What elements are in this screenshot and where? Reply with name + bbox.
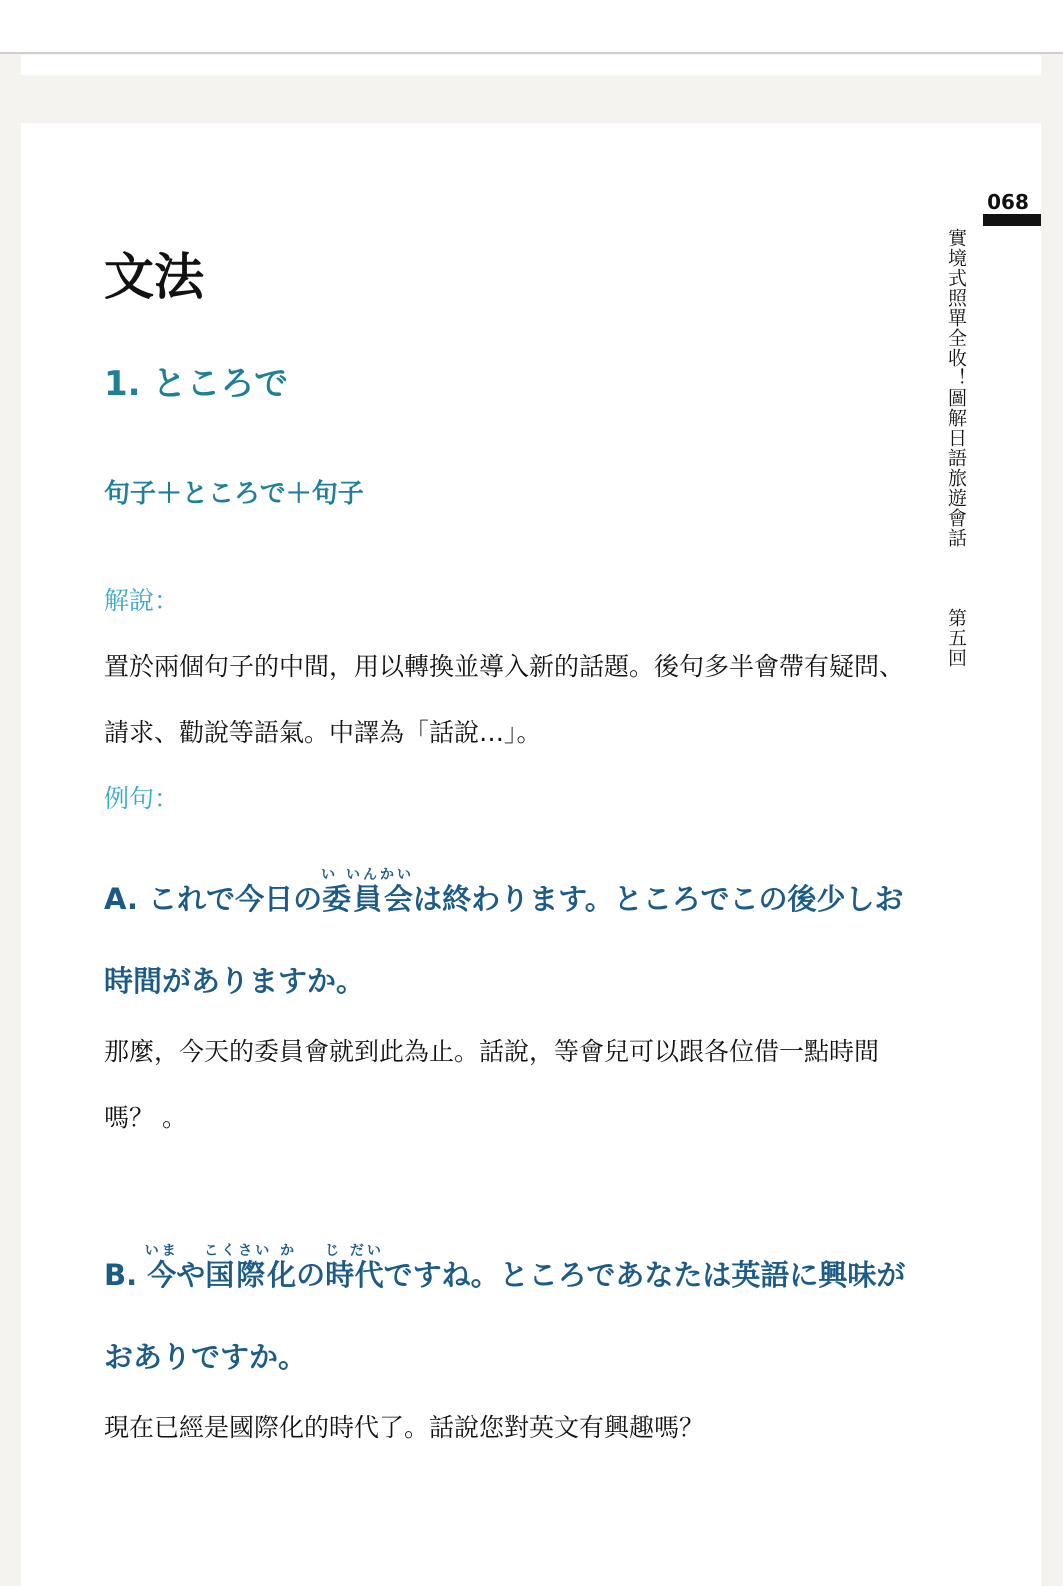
explanation-label: 解說：	[104, 586, 180, 615]
top-bar	[0, 0, 1063, 54]
grammar-pattern: 句子＋ところで＋句子	[104, 479, 364, 509]
page-title: 文法	[104, 248, 204, 306]
example-a-sentence: A. これで今日の委員会い いんかいは終わります。ところでこの後少しお時間がありますか。	[104, 867, 904, 998]
example-a-translation: 那麼，今天的委員會就到此為止。話說，等會兒可以跟各位借一點時間嗎？ 。	[104, 1037, 880, 1132]
example-b-sentence: B. 今いまや国際化こくさい かの時代じ だいですね。ところであなたは英語に興味がおありですか。	[104, 1243, 906, 1374]
page-number-bar	[983, 214, 1041, 226]
previous-page-edge	[21, 55, 1041, 75]
book-title-vertical: 實境式照單全收！圖解日語旅遊會話	[945, 228, 967, 548]
page-number: 068	[987, 190, 1029, 214]
example-b-translation: 現在已經是國際化的時代了。話說您對英文有興趣嗎？	[104, 1413, 705, 1442]
explanation-text: 置於兩個句子的中間，用以轉換並導入新的話題。後句多半會帶有疑問、請求、勸說等語氣。中譯為「話說…」。	[104, 652, 905, 747]
chapter-label-vertical: 第五回	[945, 608, 967, 668]
examples-label: 例句：	[104, 784, 180, 813]
grammar-heading: 1. ところで	[104, 364, 289, 404]
